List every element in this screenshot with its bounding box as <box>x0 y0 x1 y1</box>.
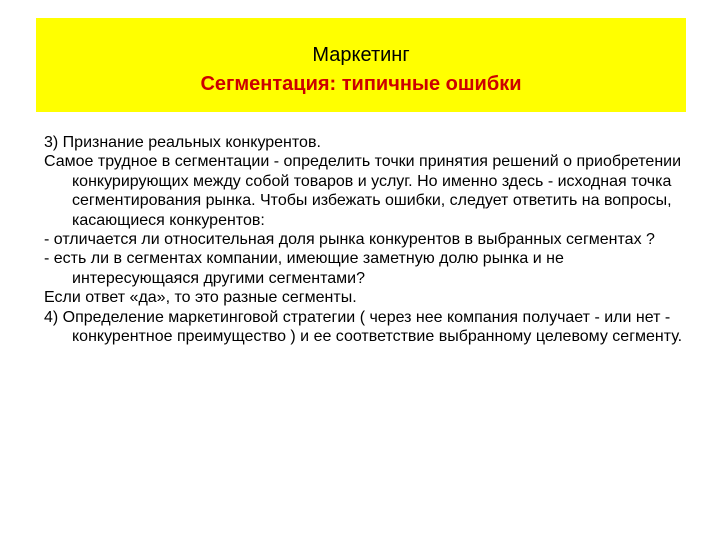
paragraph-competitors-heading: 3) Признание реальных конкурентов. <box>44 134 321 151</box>
paragraph-question-companies: - есть ли в сегментах компании, имеющие заметную долю рынка и не интересующаяся другими сегментами? <box>44 250 564 287</box>
paragraph-question-market-share: - отличается ли относительная доля рынка конкурентов в выбранных сегментах ? <box>44 231 655 249</box>
paragraph-decision-points: Самое трудное в сегментации - определить точки принятия решений о приобретении конкурирующих между собой товаров и услуг. Но именно здесь - исходная точка сегментирования рынка. Чтобы избежать ошибки, следует ответить на вопросы, касающиеся конкурентов: <box>44 153 682 229</box>
slide-body <box>44 133 684 346</box>
title-banner <box>36 18 686 112</box>
slide-subtitle: Сегментация: типичные ошибки <box>200 73 522 95</box>
paragraph-answer: Если ответ «да», то это разные сегменты. <box>44 289 357 307</box>
paragraph-strategy: 4) Определение маркетинговой стратегии ( через нее компания получает - или нет - конкурентное преимущество ) и ее соответствие выбранному целевому сегменту. <box>44 308 683 346</box>
slide-title: Маркетинг <box>312 44 410 66</box>
